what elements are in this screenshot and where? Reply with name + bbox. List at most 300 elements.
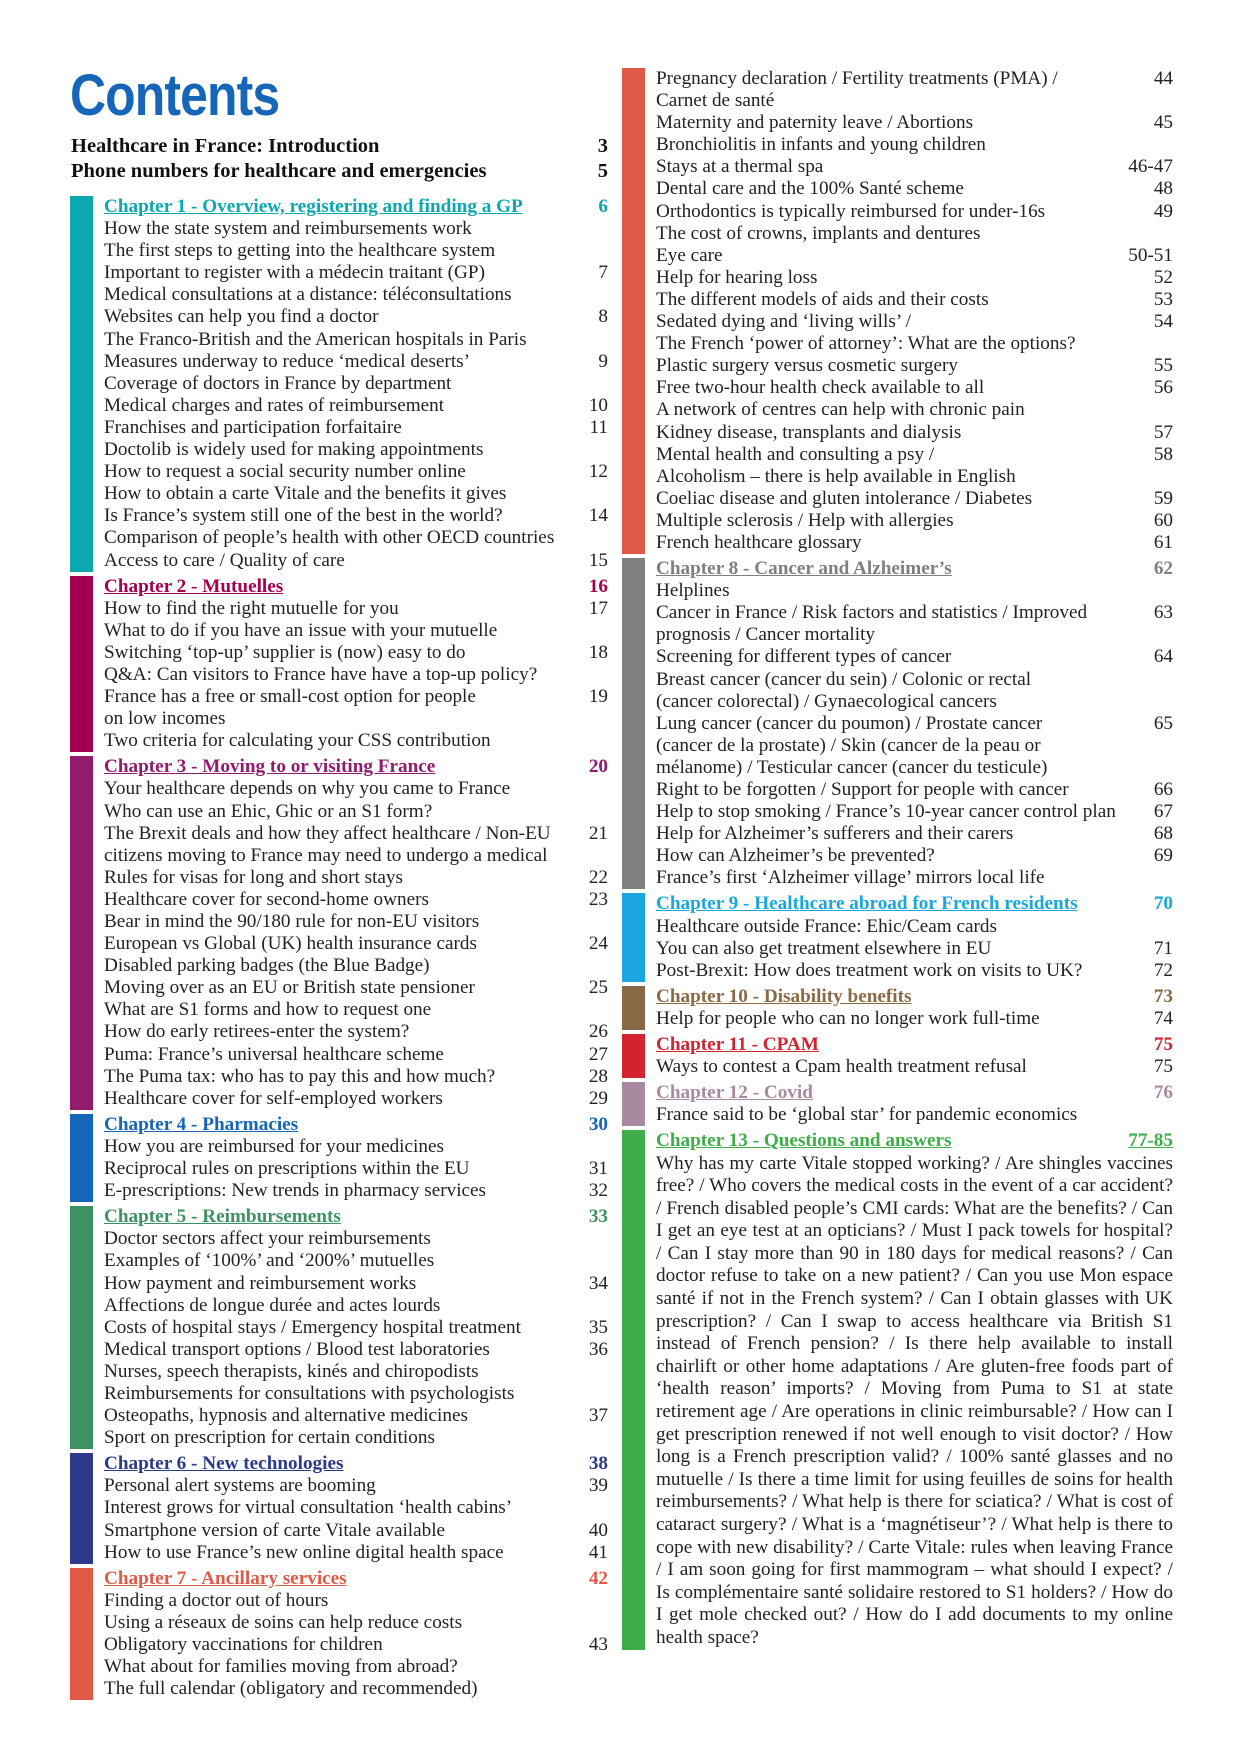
toc-entry-page: 48 [1153, 178, 1173, 200]
chapter-block-ch1 [70, 196, 608, 572]
toc-entry-page [600, 1361, 608, 1383]
toc-entry-title: citizens moving to France may need to undergo a medical [104, 844, 548, 866]
toc-entry-page [600, 1656, 608, 1678]
toc-entry-page: 58 [1153, 443, 1173, 465]
toc-entry-title: Sedated dying and ‘living wills’ / [656, 311, 911, 333]
toc-entry[interactable] [104, 505, 608, 527]
toc-entry-page [1165, 735, 1173, 757]
toc-entry[interactable] [104, 1612, 608, 1634]
toc-entry-title: You can also get treatment elsewhere in EU [656, 937, 992, 959]
chapter-entries [656, 558, 1173, 889]
toc-entry-page: 54 [1153, 311, 1173, 333]
chapter-entries [104, 756, 608, 1110]
toc-entry-title: Post-Brexit: How does treatment work on visits to UK? [656, 959, 1083, 981]
toc-entry-title: Rules for visas for long and short stays [104, 866, 403, 888]
toc-entry-title: (cancer de la prostate) / Skin (cancer de la peau or [656, 734, 1041, 756]
toc-entry[interactable] [656, 801, 1173, 823]
toc-entry[interactable] [656, 691, 1173, 713]
toc-entry-title: The full calendar (obligatory and recommended) [104, 1678, 478, 1700]
toc-entry[interactable] [104, 708, 608, 730]
toc-entry-title: Doctolib is widely used for making appointments [104, 439, 484, 461]
toc-entry-page: 17 [588, 597, 608, 619]
toc-entry-page: 24 [588, 933, 608, 955]
toc-entry-title: How payment and reimbursement works [104, 1272, 417, 1294]
toc-entry-title: Moving over as an EU or British state pensioner [104, 977, 475, 999]
toc-entry-page [600, 999, 608, 1021]
chapter-color-bar [622, 558, 645, 889]
chapter-heading-link[interactable] [656, 1082, 1173, 1104]
chapter-block-ch10 [622, 986, 1173, 1030]
toc-entry[interactable] [656, 779, 1173, 801]
chapter-entries [656, 1034, 1173, 1078]
toc-entry[interactable] [104, 527, 608, 549]
toc-column-left [70, 196, 608, 1704]
chapter-block-ch9 [622, 893, 1173, 981]
toc-entry[interactable] [104, 1273, 608, 1295]
chapter-color-bar [70, 1114, 93, 1202]
toc-entry[interactable] [104, 823, 608, 845]
toc-entry[interactable] [104, 955, 608, 977]
toc-entry-title: Breast cancer (cancer du sein) / Colonic or rectal [656, 668, 1032, 690]
toc-entry-page [600, 240, 608, 262]
toc-entry-page: 69 [1153, 845, 1173, 867]
chapter-heading-page: 75 [1153, 1034, 1173, 1056]
chapter-heading-label: Chapter 7 - Ancillary services [104, 1567, 347, 1589]
toc-entry-page [1165, 223, 1173, 245]
toc-entry[interactable] [656, 669, 1173, 691]
toc-entry-page: 21 [588, 822, 608, 844]
toc-entry-page: 74 [1153, 1007, 1173, 1029]
chapter-color-bar [70, 576, 93, 753]
toc-entry[interactable] [104, 867, 608, 889]
chapter-heading-page: 16 [588, 575, 608, 597]
toc-entry-page: 35 [588, 1316, 608, 1338]
toc-entry[interactable] [656, 938, 1173, 960]
chapter-heading-label: Chapter 3 - Moving to or visiting France [104, 756, 436, 778]
toc-entry[interactable] [104, 730, 608, 752]
toc-entry[interactable] [656, 1104, 1173, 1126]
chapter-entries [656, 986, 1173, 1030]
toc-entry[interactable] [656, 399, 1173, 421]
toc-entry-title: Reimbursements for consultations with psychologists [104, 1382, 515, 1404]
toc-entry-page: 66 [1153, 779, 1173, 800]
chapter-heading-link[interactable] [656, 893, 1173, 915]
chapter-block-ch7 [70, 1568, 608, 1701]
chapter-heading-label: Chapter 10 - Disability benefits [656, 985, 912, 1007]
toc-entry[interactable] [104, 373, 608, 395]
toc-entry[interactable] [104, 439, 608, 461]
toc-entry[interactable] [104, 1590, 608, 1612]
toc-entry[interactable] [104, 1542, 608, 1564]
toc-entry[interactable] [656, 602, 1173, 624]
toc-entry-title: Comparison of people’s health with other OECD countries [104, 527, 555, 549]
toc-entry-title: Two criteria for calculating your CSS contribution [104, 730, 491, 752]
chapter-heading-link[interactable] [104, 1206, 608, 1228]
chapter-block-ch5 [70, 1206, 608, 1449]
toc-entry[interactable] [104, 642, 608, 664]
toc-entry-page [600, 664, 608, 686]
toc-entry[interactable] [656, 444, 1173, 466]
toc-entry-page: 9 [598, 350, 608, 372]
toc-entry[interactable] [104, 306, 608, 328]
toc-entry-page: 8 [598, 306, 608, 328]
toc-entry[interactable] [104, 1520, 608, 1542]
toc-entry[interactable] [656, 422, 1173, 444]
toc-entry[interactable] [104, 1634, 608, 1656]
toc-entry[interactable] [656, 488, 1173, 510]
toc-entry-page: 63 [1153, 602, 1173, 624]
toc-entry-title: Bronchiolitis in infants and young children [656, 134, 986, 156]
toc-entry-title: Interest grows for virtual consultation ‘health cabins’ [104, 1497, 513, 1519]
toc-entry[interactable] [656, 68, 1173, 90]
toc-entry[interactable] [104, 1295, 608, 1317]
toc-entry-title: Help for people who can no longer work full-time [656, 1007, 1040, 1029]
toc-entry[interactable] [656, 845, 1173, 867]
toc-entry[interactable] [104, 1158, 608, 1180]
toc-entry-page [600, 730, 608, 752]
toc-entry[interactable] [656, 1056, 1173, 1078]
toc-entry-title: Ways to contest a Cpam health treatment refusal [656, 1056, 1027, 1078]
chapter-color-bar [622, 1082, 645, 1126]
chapter-heading-link[interactable] [104, 756, 608, 778]
toc-entry[interactable] [656, 960, 1173, 982]
toc-entry-title: Healthcare cover for self-employed workers [104, 1087, 443, 1109]
chapter-heading-link[interactable] [656, 558, 1173, 580]
toc-entry[interactable] [104, 417, 608, 439]
toc-entry-title: Disabled parking badges (the Blue Badge) [104, 955, 430, 977]
chapter-color-bar [70, 1206, 93, 1449]
toc-entry[interactable] [656, 713, 1173, 735]
toc-entry-page [600, 1295, 608, 1317]
toc-entry[interactable] [656, 735, 1173, 757]
toc-entry-title: Screening for different types of cancer [656, 646, 952, 668]
chapter-heading-page: 6 [598, 196, 608, 217]
toc-entry[interactable] [656, 201, 1173, 223]
chapter-color-bar [70, 196, 93, 572]
toc-entry[interactable] [104, 395, 608, 417]
toc-entry[interactable] [656, 178, 1173, 200]
toc-entry[interactable] [104, 329, 608, 351]
toc-entry[interactable] [104, 1136, 608, 1158]
toc-entry[interactable] [104, 284, 608, 306]
toc-entry[interactable] [104, 598, 608, 620]
chapter-heading-label: Chapter 13 - Questions and answers [656, 1130, 952, 1152]
toc-entry-title: Help for hearing loss [656, 266, 818, 288]
toc-entry[interactable] [104, 1497, 608, 1519]
toc-entry-page: 44 [1153, 68, 1173, 89]
toc-entry-title: Switching ‘top-up’ supplier is (now) easy to do [104, 641, 466, 663]
toc-entry-page: 40 [588, 1519, 608, 1541]
chapter-heading-page: 33 [588, 1206, 608, 1228]
toc-entry-title: E-prescriptions: New trends in pharmacy services [104, 1180, 487, 1202]
toc-entry[interactable] [656, 223, 1173, 245]
toc-entry-title: Is France’s system still one of the best in the world? [104, 505, 503, 527]
toc-entry-page: 50-51 [1128, 244, 1173, 266]
toc-entry[interactable] [104, 1066, 608, 1088]
toc-entry[interactable] [104, 262, 608, 284]
toc-entry-page: 25 [588, 977, 608, 999]
toc-entry-page [1165, 691, 1173, 713]
intro-page: 5 [597, 160, 608, 182]
chapter-color-bar [70, 1453, 93, 1563]
toc-entry-page: 10 [588, 394, 608, 416]
toc-entry-title: What to do if you have an issue with your mutuelle [104, 619, 498, 641]
chapter-entries [104, 576, 608, 753]
toc-entry[interactable] [104, 911, 608, 933]
toc-entry-page: 22 [588, 866, 608, 888]
toc-entry-page: 23 [588, 888, 608, 910]
toc-entry-title: Who can use an Ehic, Ghic or an S1 form? [104, 800, 433, 822]
toc-entry[interactable] [104, 240, 608, 262]
toc-entry[interactable] [104, 1678, 608, 1700]
chapter-block-ch2 [70, 576, 608, 753]
toc-entry-page: 49 [1153, 200, 1173, 222]
toc-entry-title: Bear in mind the 90/180 rule for non-EU visitors [104, 911, 480, 932]
toc-entry[interactable] [656, 646, 1173, 668]
chapter-heading-link[interactable] [104, 576, 608, 598]
toc-entry-title: (cancer colorectal) / Gynaecological cancers [656, 690, 997, 712]
toc-entry-page: 52 [1153, 266, 1173, 288]
toc-entry[interactable] [104, 1180, 608, 1202]
toc-entry-page [1165, 399, 1173, 421]
toc-entry-page [600, 845, 608, 867]
toc-entry-title: Stays at a thermal spa [656, 156, 824, 178]
toc-entry-page [600, 1497, 608, 1519]
toc-entry[interactable] [104, 1228, 608, 1250]
toc-entry-page [600, 1250, 608, 1272]
toc-entry-title: Your healthcare depends on why you came to France [104, 778, 511, 800]
toc-entry-page [600, 1612, 608, 1634]
toc-entry[interactable] [104, 1088, 608, 1110]
toc-entry[interactable] [656, 916, 1173, 938]
toc-entry[interactable] [104, 1339, 608, 1361]
toc-entry[interactable] [104, 1427, 608, 1449]
chapter-entries [656, 1082, 1173, 1126]
toc-entry-page: 39 [588, 1475, 608, 1497]
toc-entry[interactable] [104, 1021, 608, 1043]
toc-entry[interactable] [104, 889, 608, 911]
toc-entry-page [1165, 867, 1173, 889]
toc-entry-page: 59 [1153, 487, 1173, 509]
chapter-color-bar [70, 1568, 93, 1701]
toc-entry[interactable] [656, 377, 1173, 399]
toc-entry-title: France has a free or small-cost option for people [104, 686, 476, 708]
toc-entry[interactable] [104, 620, 608, 642]
chapter-block-ch6 [70, 1453, 608, 1563]
toc-entry-page: 11 [589, 416, 608, 438]
toc-entry[interactable] [104, 461, 608, 483]
toc-entry-page [1165, 669, 1173, 691]
toc-entry-page [1165, 333, 1173, 355]
toc-entry-page: 71 [1153, 937, 1173, 959]
toc-entry[interactable] [656, 90, 1173, 112]
toc-entry-page: 64 [1153, 646, 1173, 668]
toc-entry-page: 7 [598, 262, 608, 284]
toc-entry-title: Eye care [656, 244, 723, 266]
toc-entry-page: 61 [1153, 531, 1173, 553]
chapter-heading-link[interactable] [104, 1453, 608, 1475]
chapter-heading-link[interactable] [104, 196, 608, 218]
toc-entry-title: Healthcare cover for second-home owners [104, 888, 429, 910]
toc-entry[interactable] [104, 483, 608, 505]
toc-entry-title: Plastic surgery versus cosmetic surgery [656, 355, 958, 377]
toc-entry-title: European vs Global (UK) health insurance cards [104, 933, 477, 955]
toc-entry-page [600, 373, 608, 395]
toc-entry[interactable] [656, 867, 1173, 889]
intro-label: Healthcare in France: Introduction [71, 135, 380, 157]
toc-entry[interactable] [656, 532, 1173, 554]
chapter-entries [104, 1568, 608, 1701]
toc-entry-title: How to request a social security number online [104, 461, 466, 483]
toc-entry-page [600, 329, 608, 351]
toc-entry[interactable] [104, 686, 608, 708]
toc-entry-title: mélanome) / Testicular cancer (cancer du testicule) [656, 756, 1048, 778]
toc-entry-page [1165, 580, 1173, 602]
chapter-heading-link[interactable] [656, 1034, 1173, 1056]
toc-entry[interactable] [104, 933, 608, 955]
toc-entry-title: How can Alzheimer’s be prevented? [656, 845, 935, 867]
toc-entry-title: on low incomes [104, 708, 226, 730]
toc-entry-page: 46-47 [1128, 156, 1173, 178]
toc-entry-title: Doctor sectors affect your reimbursements [104, 1228, 431, 1250]
toc-entry-page: 72 [1153, 959, 1173, 981]
toc-entry[interactable] [104, 999, 608, 1021]
toc-entry[interactable] [656, 823, 1173, 845]
chapter-entries [104, 196, 608, 572]
toc-entry[interactable] [104, 1475, 608, 1497]
toc-entry-title: Osteopaths, hypnosis and alternative medicines [104, 1405, 468, 1427]
toc-entry[interactable] [104, 1405, 608, 1427]
toc-entry-page: 28 [588, 1065, 608, 1087]
toc-entry[interactable] [656, 510, 1173, 532]
toc-entry[interactable] [104, 218, 608, 240]
chapter-color-bar [70, 756, 93, 1110]
toc-entry[interactable] [656, 267, 1173, 289]
toc-entry-page: 37 [588, 1405, 608, 1427]
toc-entry-page: 75 [1153, 1056, 1173, 1078]
toc-entry[interactable] [656, 355, 1173, 377]
toc-entry[interactable] [656, 333, 1173, 355]
chapter-heading-label: Chapter 5 - Reimbursements [104, 1206, 341, 1228]
toc-entry[interactable] [104, 1361, 608, 1383]
toc-entry[interactable] [656, 156, 1173, 178]
toc-entry[interactable] [656, 1008, 1173, 1030]
chapter-color-bar [622, 1130, 645, 1649]
chapter-heading-page: 76 [1153, 1082, 1173, 1104]
toc-entry-page: 18 [588, 641, 608, 663]
toc-entry[interactable] [656, 580, 1173, 602]
toc-entry[interactable] [104, 1250, 608, 1272]
chapter-heading-label: Chapter 6 - New technologies [104, 1453, 344, 1475]
toc-entry[interactable] [656, 112, 1173, 134]
toc-entry-page [600, 708, 608, 730]
toc-entry-page [600, 1678, 608, 1700]
toc-entry-title: The Brexit deals and how they affect healthcare / Non-EU [104, 822, 551, 844]
toc-entry-page: 12 [588, 461, 608, 483]
chapter-heading-link[interactable] [104, 1568, 608, 1590]
toc-entry-page [600, 483, 608, 505]
toc-entry[interactable] [104, 1383, 608, 1405]
toc-entry-title: Coverage of doctors in France by department [104, 372, 452, 394]
toc-entry-title: Medical transport options / Blood test laboratories [104, 1338, 490, 1360]
intro-section [71, 134, 608, 184]
chapter-heading-link[interactable] [656, 1130, 1173, 1152]
toc-entry-title: Smartphone version of carte Vitale available [104, 1519, 446, 1541]
intro-page: 3 [597, 135, 608, 157]
toc-entry-title: French healthcare glossary [656, 531, 862, 553]
toc-entry[interactable] [656, 311, 1173, 333]
toc-entry-title: France’s first ‘Alzheimer village’ mirrors local life [656, 867, 1045, 889]
intro-row-introduction[interactable] [71, 134, 608, 159]
toc-entry[interactable] [104, 845, 608, 867]
toc-entry-title: Access to care / Quality of care [104, 549, 345, 571]
toc-entry-title: Examples of ‘100%’ and ‘200%’ mutuelles [104, 1250, 435, 1272]
toc-entry-title: Important to register with a médecin traitant (GP) [104, 262, 485, 284]
toc-entry[interactable] [104, 1656, 608, 1678]
toc-entry[interactable] [104, 1044, 608, 1066]
toc-entry-title: Nurses, speech therapists, kinés and chiropodists [104, 1360, 479, 1382]
toc-entry[interactable] [104, 801, 608, 823]
chapter-heading-page: 30 [588, 1113, 608, 1135]
chapter-heading-link[interactable] [656, 986, 1173, 1008]
toc-entry[interactable] [104, 550, 608, 572]
chapter-entries [104, 1114, 608, 1202]
chapter-color-bar [622, 68, 645, 554]
toc-entry-title: How do early retirees-enter the system? [104, 1021, 410, 1043]
qa-paragraph: Why has my carte Vitale stopped working? / Are shingles vaccines free? / Who covers the medical costs in the event of a car accident? / French disabled people’s CMI cards: What are the benefits? / Can I get an eye test at an opticians? / Must I pack towels for hospital? / Can I stay more than 90 in 180 days for medical reasons? / Can doctor refuse to take on a new patient? / Can you use Mon espace santé if not in the French system? / Can I obtain glasses with UK prescription? / Can I swap to access healthcare via British S1 instead of French pension? / Is there help available to install chairlift or other home adaptations / Are gluten-free foods part of ‘health reason’ imports? / Moving from Puma to S1 at state retirement age / Are operations in clinic reimbursable? / How can I get prescription renewed if not well enough to visit doctor? / How long is a French prescription valid? / 100% santé glasses and no mutuelle / Is there a time limit for using feuilles de soins for health reimbursements? / What help is there for sciatica? / What is cost of cataract surgery? / What is a ‘magnétiseur’? / What help is there to cope with new disability? / Carte Vitale: rules when leaving France / I am soon going for first mammogram – what should I expect? / Is complémentaire santé solidaire restored to S1 holders? / How do I get mole checked out? / How do I add documents to my online health space? [656, 1152, 1173, 1648]
toc-entry[interactable] [656, 757, 1173, 779]
toc-entry-title: A network of centres can help with chronic pain [656, 399, 1025, 421]
toc-entry[interactable] [104, 664, 608, 686]
toc-entry-title: The Franco-British and the American hospitals in Paris [104, 328, 527, 350]
toc-entry-title: prognosis / Cancer mortality [656, 624, 876, 646]
toc-entry-title: The different models of aids and their costs [656, 288, 989, 310]
toc-entry-title: Mental health and consulting a psy / [656, 443, 935, 465]
toc-column-right [622, 68, 1173, 1654]
toc-entry-title: Alcoholism – there is help available in English [656, 465, 1016, 487]
toc-entry-page: 41 [588, 1541, 608, 1563]
toc-entry[interactable] [656, 289, 1173, 311]
chapter-entries [104, 1453, 608, 1563]
chapter-color-bar [622, 1034, 645, 1078]
toc-entry-page: 56 [1153, 377, 1173, 399]
toc-entry-title: Websites can help you find a doctor [104, 306, 379, 328]
chapter-heading-link[interactable] [104, 1114, 608, 1136]
toc-entry-page: 68 [1153, 823, 1173, 845]
toc-entry-title: Pregnancy declaration / Fertility treatments (PMA) / [656, 68, 1058, 89]
toc-entry[interactable] [104, 351, 608, 373]
toc-entry-title: Kidney disease, transplants and dialysis [656, 421, 962, 443]
toc-entry-page [600, 439, 608, 461]
toc-entry[interactable] [656, 466, 1173, 488]
toc-entry-title: The French ‘power of attorney’: What are the options? [656, 333, 1076, 355]
toc-entry[interactable] [104, 778, 608, 800]
toc-entry-page [600, 284, 608, 306]
toc-entry-title: What about for families moving from abroad? [104, 1656, 458, 1678]
toc-entry[interactable] [656, 245, 1173, 267]
toc-entry-title: Affections de longue durée and actes lourds [104, 1294, 441, 1316]
toc-entry[interactable] [104, 977, 608, 999]
toc-entry-page [1165, 1104, 1173, 1126]
toc-entry[interactable] [104, 1317, 608, 1339]
chapter-block-ch7-cont [622, 68, 1173, 554]
intro-row-phone-numbers[interactable] [71, 159, 608, 184]
toc-entry[interactable] [656, 624, 1173, 646]
toc-entry-page: 67 [1153, 801, 1173, 823]
toc-entry-page: 57 [1153, 421, 1173, 443]
toc-entry[interactable] [656, 134, 1173, 156]
toc-entry-title: The cost of crowns, implants and dentures [656, 222, 981, 244]
